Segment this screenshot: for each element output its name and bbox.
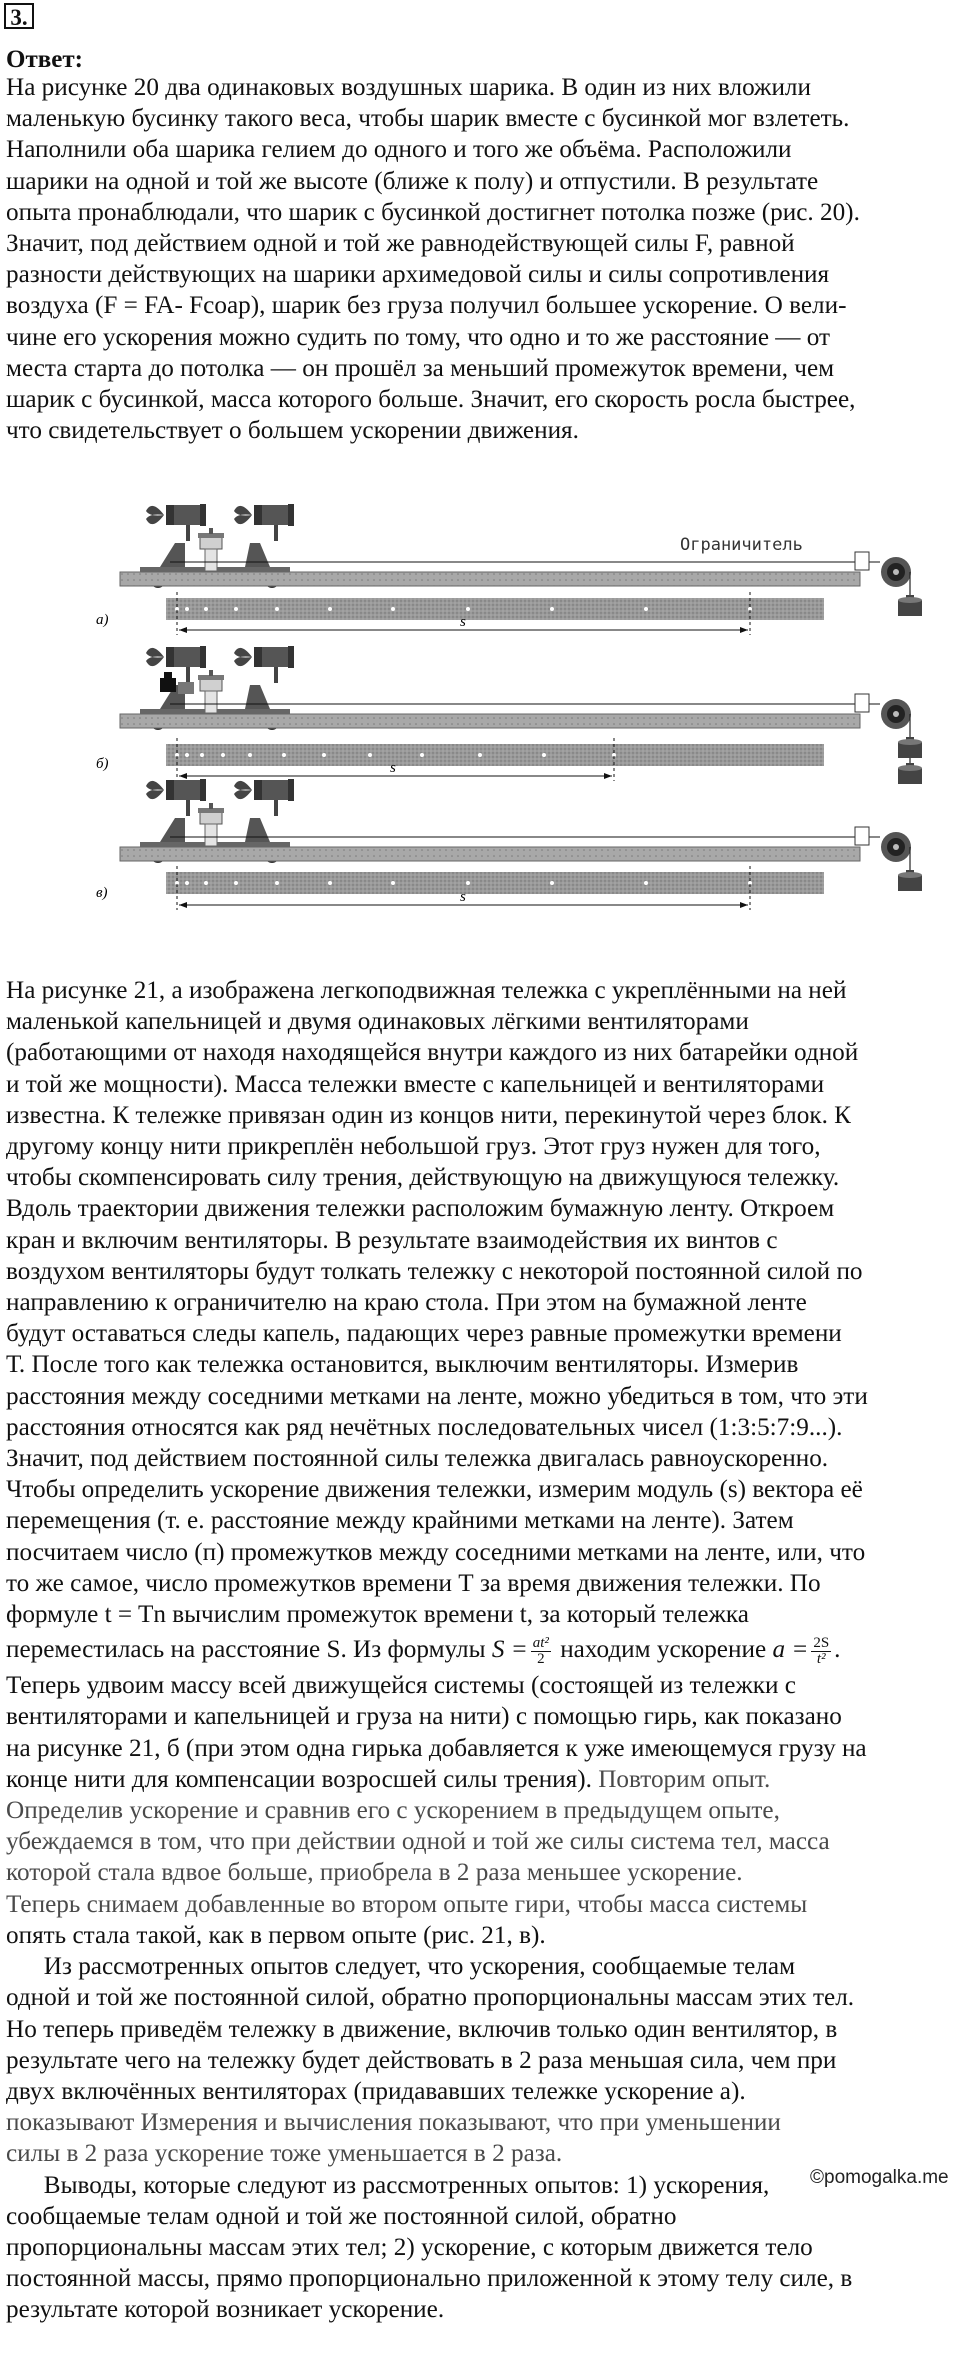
text-line: Но теперь приведём тележку в движение, включив только один вентилятор, в [6, 2015, 838, 2043]
formula-end: . [834, 1636, 841, 1664]
text-line: известна. К тележке привязан один из концов нити, перекинутой через блок. К [6, 1101, 851, 1129]
text-fragment: конце нити для компенсации возросшей силы трения). [6, 1765, 592, 1793]
watermark: ©pomogalka.me [810, 2167, 949, 2188]
text-line: что свидетельствует о большем ускорении движения. [6, 417, 579, 445]
figure-row-b [96, 646, 922, 784]
text-line: пропорциональны массам этих тел; 2) ускорение, с которым движется тело [6, 2233, 813, 2261]
row-label-b: б) [96, 756, 109, 772]
formula-intro: переместилась на расстояние S. Из формулы [6, 1636, 492, 1664]
paragraph-balloons [6, 72, 956, 446]
formula-middle: находим ускорение [553, 1636, 773, 1664]
formula-a-fraction [811, 1636, 831, 1667]
text-line: другому концу нити прикреплён небольшой груз. Этот груз нужен для того, [6, 1133, 821, 1161]
row-label-a: а) [96, 612, 109, 628]
text-line: кран и включим вентиляторы. В результате взаимодействия их винтов с [6, 1226, 778, 1254]
formula-a-numerator: 2S [813, 1634, 830, 1651]
formula-s-denominator: 2 [537, 1650, 545, 1667]
text-line: которой стала вдвое больше, приобрела в 2 раза меньшее ускорение. [6, 1859, 743, 1887]
text-line: опять стала такой, как в первом опыте (рис. 21, в). [6, 1921, 546, 1949]
answer-label: Ответ: [6, 46, 83, 73]
formula-a-eq: a = [772, 1636, 809, 1664]
text-line: Чтобы определить ускорение движения тележки, измерим модуль (s) вектора её [6, 1476, 863, 1504]
paragraph-cart-experiment [6, 975, 956, 2326]
text-line: двух включённых вентиляторах (придававших тележке ускорение а). [6, 2077, 746, 2105]
distance-label: s [460, 889, 466, 905]
text-line: На рисунке 20 два одинаковых воздушных шарика. В один из них вложили [6, 74, 811, 101]
text-line [6, 1764, 956, 1795]
text-line: опыта пронаблюдали, что шарик с бусинкой достигнет потолка позже (рис. 20). [6, 198, 860, 226]
text-line: одной и той же постоянной силой, обратно пропорциональны массам этих тел. [6, 1984, 855, 2012]
text-line: Теперь снимаем добавленные во втором опыте гири, чтобы масса системы [6, 1890, 808, 1918]
text-line: сообщаемые телам одной и той же постоянной силой, обратно [6, 2202, 677, 2230]
cart-experiment-figure [96, 500, 950, 940]
text-line: Значит, под действием постоянной силы тележка двигалась равноускоренно. [6, 1445, 829, 1473]
text-line: шарик с бусинкой, масса которого больше. Значит, его скорость росла быстрее, [6, 386, 856, 414]
text-line: шарики на одной и той же высоте (ближе к полу) и отпустили. В результате [6, 167, 819, 195]
text-line: воздухом вентиляторы будут толкать тележку с некоторой постоянной силой по [6, 1257, 863, 1285]
text-line: силы в 2 раза ускорение тоже уменьшается в 2 раза. [6, 2140, 563, 2168]
text-line: (работающими от находя находящейся внутри каждого из них батарейки одной [6, 1039, 859, 1067]
text-line: На рисунке 21, а изображена легкоподвижная тележка с укреплёнными на ней [6, 977, 847, 1004]
text-line: Определив ускорение и сравнив его с ускорением в предыдущем опыте, [6, 1797, 780, 1825]
figure-row-a [96, 504, 922, 635]
row-label-c: в) [96, 885, 108, 901]
formula-s-eq: S = [491, 1636, 528, 1664]
limiter-label: Ограничитель [680, 535, 803, 555]
distance-label: s [460, 614, 466, 630]
formula-a-denominator: t² [816, 1650, 826, 1667]
text-line: Выводы, которые следуют из рассмотренных опытов: 1) ускорения, [6, 2171, 770, 2199]
text-line: разности действующих на шарики архимедовой силы и силы сопротивления [6, 261, 830, 289]
text-line: воздуха (F = FA- Fсоар), шарик без груза получил большее ускорение. О вели- [6, 292, 847, 320]
text-line: Наполнили оба шарика гелием до одного и того же объёма. Расположили [6, 136, 792, 164]
text-line: вентиляторами и капельницей и груза на нити) с помощью гирь, как показано [6, 1703, 842, 1731]
text-line: посчитаем число (п) промежутков между соседними метками на ленте, или, что [6, 1538, 866, 1566]
text-line: Вдоль траектории движения тележки расположим бумажную ленту. Откроем [6, 1195, 835, 1223]
text-line: Значит, под действием одной и той же равнодействующей силы F, равной [6, 230, 795, 258]
text-line: Из рассмотренных опытов следует, что ускорения, сообщаемые телам [6, 1953, 796, 1981]
text-line: то же самое, число промежутков времени Т за время движения тележки. По [6, 1569, 821, 1597]
text-line: перемещения (т. е. расстояние между крайними метками на ленте). Затем [6, 1507, 794, 1535]
text-line: Теперь удвоим массу всей движущейся системы (состоящей из тележки с [6, 1672, 796, 1700]
text-line: будут оставаться следы капель, падающих через равные промежутки времени [6, 1320, 842, 1348]
text-line: чине его ускорения можно судить по тому, что одно и то же расстояние — от [6, 323, 831, 351]
text-line: расстояния относятся как ряд нечётных последовательных чисел (1:3:5:7:9...). [6, 1413, 843, 1441]
text-line: результате чего на тележку будет действовать в 2 раза меньшая сила, чем при [6, 2046, 837, 2074]
text-line: места старта до потолка — он прошёл за меньший промежуток времени, чем [6, 354, 835, 382]
text-line: постоянной массы, прямо пропорционально приложенной к этому телу силе, в [6, 2265, 853, 2293]
text-line: маленькой капельницей и двумя одинаковых лёгкими вентиляторами [6, 1008, 749, 1036]
formula-s-numerator: at² [532, 1634, 549, 1651]
text-line: и той же мощности). Масса тележки вместе с капельницей и вентиляторами [6, 1070, 825, 1098]
text-fragment-gray: Повторим опыт. [591, 1765, 771, 1793]
formula-line [6, 1630, 956, 1670]
text-line: убеждаемся в том, что при действии одной и той же силы система тел, масса [6, 1828, 830, 1856]
text-line: результате которой возникает ускорение. [6, 2296, 445, 2324]
text-line: маленькую бусинку такого веса, чтобы шарик вместе с бусинкой мог взлететь. [6, 105, 850, 133]
text-line: направлению к ограничителю на краю стола. При этом на бумажной ленте [6, 1289, 807, 1317]
text-line: расстояния между соседними метками на ленте, можно убедиться в том, что эти [6, 1382, 868, 1410]
text-line: формуле t = Tn вычислим промежуток времени t, за который тележка [6, 1601, 749, 1629]
text-line: чтобы скомпенсировать силу трения, действующую на движущуюся тележку. [6, 1164, 840, 1192]
text-line: на рисунке 21, б (при этом одна гирька добавляется к уже имеющемуся грузу на [6, 1734, 867, 1762]
task-number: 3. [4, 3, 34, 29]
formula-s-fraction [531, 1636, 551, 1667]
text-line: Т. После того как тележка остановится, выключим вентиляторы. Измерив [6, 1351, 799, 1379]
distance-label: s [390, 760, 396, 776]
text-line: показывают Измерения и вычисления показывают, что при уменьшении [6, 2109, 781, 2137]
figure-row-c [96, 779, 922, 910]
